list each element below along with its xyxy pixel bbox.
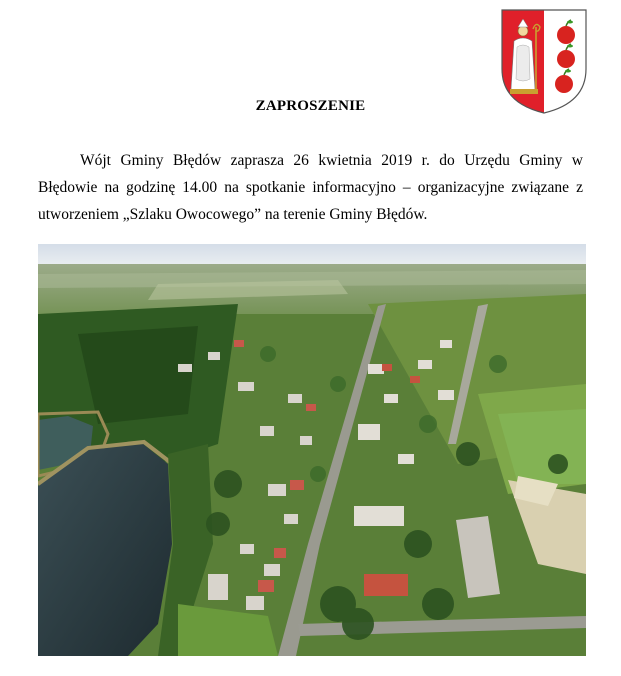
document-title: ZAPROSZENIE xyxy=(255,98,366,114)
aerial-village-photo xyxy=(38,244,586,656)
invitation-paragraph: Wójt Gminy Błędów zaprasza 26 kwietnia 2019 r. do Urzędu Gminy w Błędowie na godzinę 14.00 na spotkanie informacyjno – organizacyjne związane z utworzeniem „Szlaku Owocowego” na terenie Gminy Błędów. xyxy=(38,152,583,223)
